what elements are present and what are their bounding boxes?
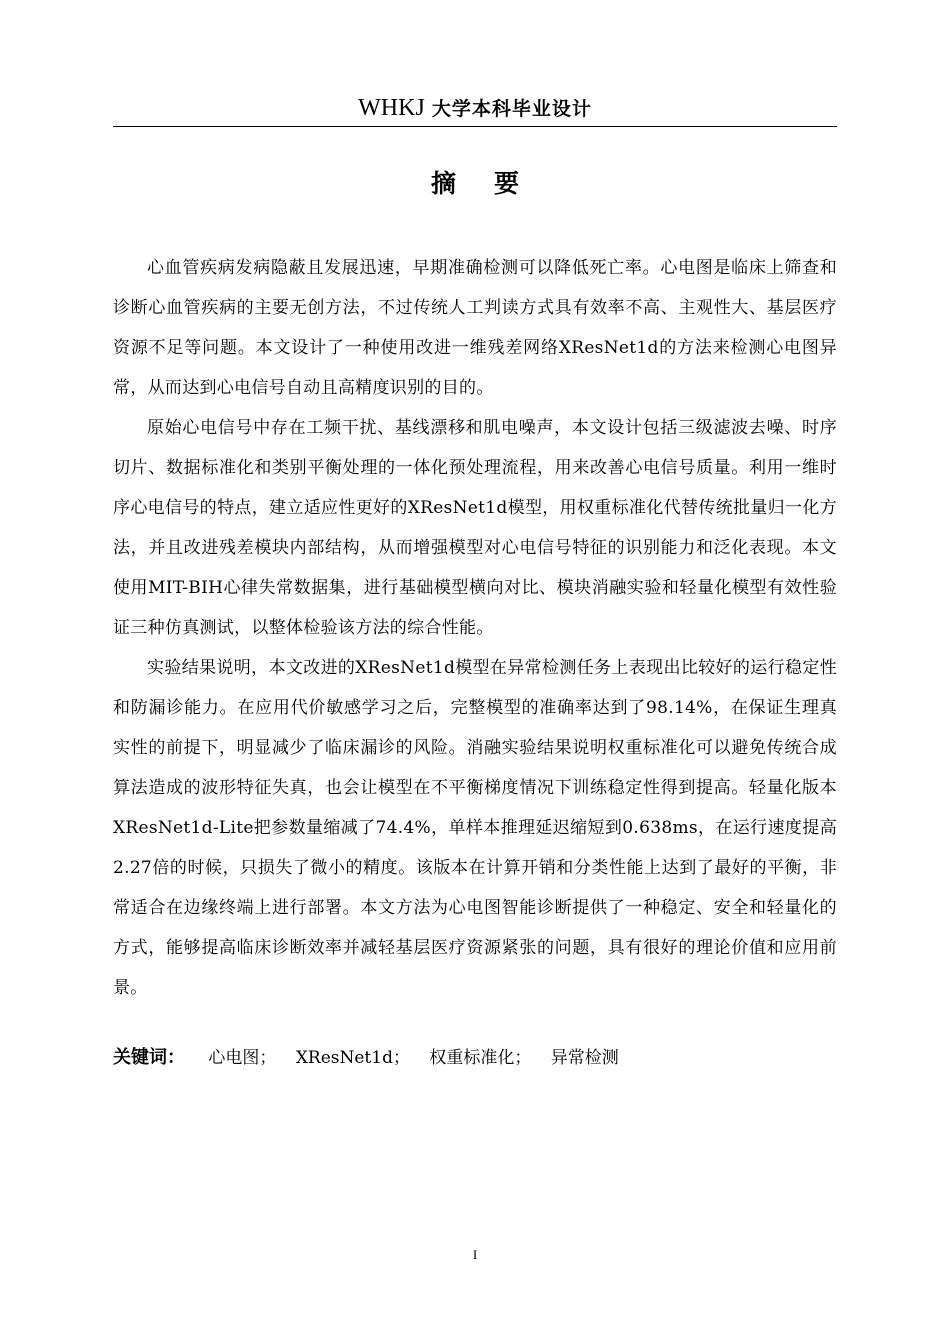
keyword-item: XResNet1d； (295, 1048, 410, 1068)
page-number: I (472, 1247, 478, 1262)
keyword-item: 权重标准化； (429, 1048, 532, 1068)
abstract-paragraph-3: 实验结果说明，本文改进的XResNet1d模型在异常检测任务上表现出比较好的运行稳定性和防漏诊能力。在应用代价敏感学习之后，完整模型的准确率达到了98.14%，在保证生理真实性的前提下，明显减少了临床漏诊的风险。消融实验结果说明权重标准化可以避免传统合成算法造成的波形特征失真，也会让模型在不平衡梯度情况下训练稳定性得到提高。轻量化版本XResNet1d-Lite把参数量缩减了74.4%，单样本推理延迟缩短到0.638ms，在运行速度提高2.27倍的时候，只损失了微小的精度。该版本在计算开销和分类性能上达到了最好的平衡，非常适合在边缘终端上进行部署。本文方法为心电图智能诊断提供了一种稳定、安全和轻量化的方式，能够提高临床诊断效率并减轻基层医疗资源紧张的问题，具有很好的理论价值和应用前景。 (113, 658, 837, 998)
page-header (113, 92, 837, 127)
abstract-paragraph-1: 心血管疾病发病隐蔽且发展迅速，早期准确检测可以降低死亡率。心电图是临床上筛查和诊断心血管疾病的主要无创方法，不过传统人工判读方式具有效率不高、主观性大、基层医疗资源不足等问题。本文设计了一种使用改进一维残差网络XResNet1d的方法来检测心电图异常，从而达到心电信号自动且高精度识别的目的。 (113, 258, 837, 398)
keywords-line (113, 1038, 837, 1078)
abstract-title: 摘要 (430, 169, 557, 198)
abstract-paragraph-2: 原始心电信号中存在工频干扰、基线漂移和肌电噪声，本文设计包括三级滤波去噪、时序切片、数据标准化和类别平衡处理的一体化预处理流程，用来改善心电信号质量。利用一维时序心电信号的特点，建立适应性更好的XResNet1d模型，用权重标准化代替传统批量归一化方法，并且改进残差模块内部结构，从而增强模型对心电信号特征的识别能力和泛化表现。本文使用MIT-BIH心律失常数据集，进行基础模型横向对比、模块消融实验和轻量化模型有效性验证三种仿真测试，以整体检验该方法的综合性能。 (113, 418, 837, 638)
header-cjk-text: 大学本科毕业设计 (431, 98, 592, 120)
keyword-item: 异常检测 (550, 1048, 619, 1068)
keywords-label: 关键词： (113, 1047, 185, 1068)
keyword-item: 心电图； (208, 1048, 277, 1068)
header-latin-text: WHKJ (358, 95, 425, 121)
abstract-body (113, 248, 837, 1008)
